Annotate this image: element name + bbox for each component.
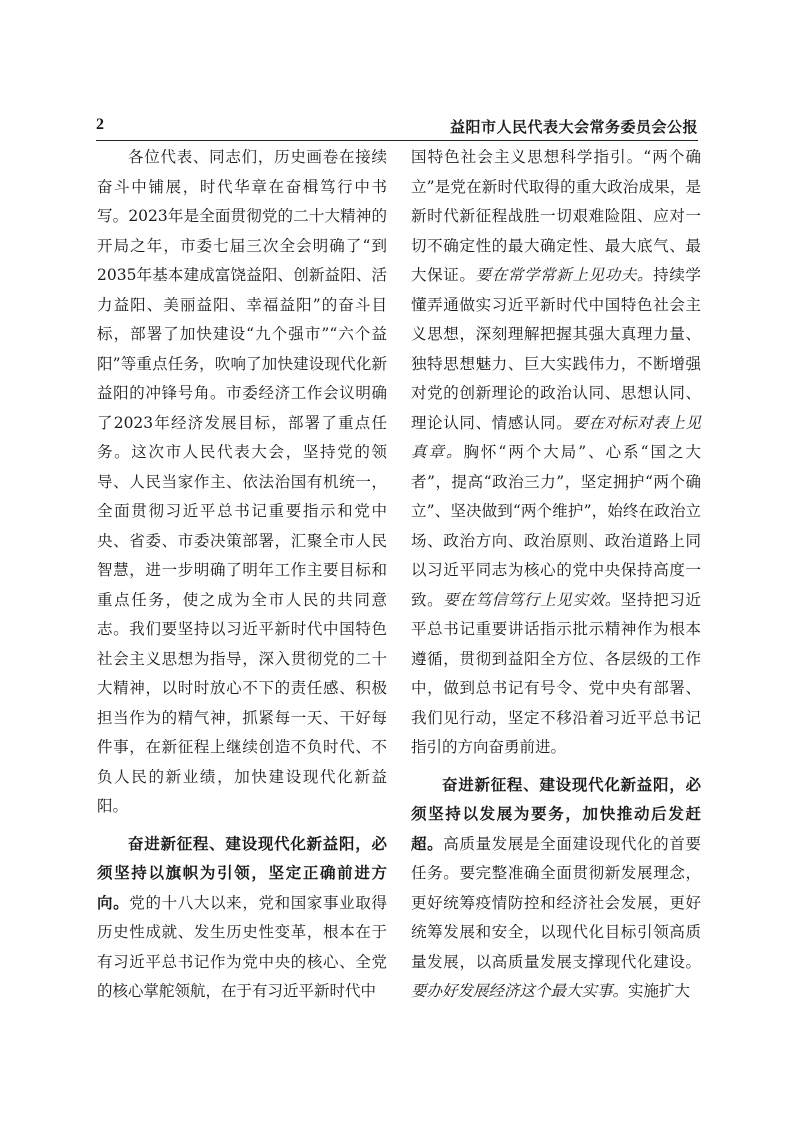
lead-sentence: 奋进新征程、建设现代化新益阳，必须坚持以发展为要务，加快推动后发赶超。 bbox=[411, 775, 701, 853]
emphasis-text: 要在对标对表上见真章。 bbox=[411, 413, 701, 461]
journal-title: 益阳市人民代表大会常务委员会公报 bbox=[449, 118, 698, 136]
lead-sentence: 奋进新征程、建设现代化新益阳，必须坚持以旗帜为引领，坚定正确前进方向。 bbox=[97, 834, 387, 912]
body-text: 高质量发展是全面建设现代化的首要任务。要完整准确全面贯彻新发展理念，更好统筹疫情防控和经济社会发展，更好统筹发展和安全，以现代化目标引领高质量发展，以高质量发展支撑现代化建设。 bbox=[411, 834, 701, 971]
page-number: 2 bbox=[96, 116, 104, 133]
paragraph bbox=[97, 143, 387, 822]
left-column bbox=[97, 143, 387, 1007]
emphasis-text: 要办好发展经济这个最大实事。 bbox=[411, 982, 629, 1000]
body-text: 胸怀“两个大局”、心系“国之大者”，提高“政治三力”，坚定拥护“两个确立”、坚决做到“两个维护”，始终在政治立场、政治方向、政治原则、政治道路上同以习近平同志为核心的党中央保持高度一致。 bbox=[411, 443, 701, 609]
body-text: 持续学懂弄通做实习近平新时代中国特色社会主义思想，深刻理解把握其强大真理力量、独特思想魅力、巨大实践伟力，不断增强对党的创新理论的政治认同、思想认同、理论认同、情感认同。 bbox=[411, 266, 701, 432]
body-text: 党的十八大以来，党和国家事业取得历史性成就、发生历史性变革，根本在于有习近平总书记作为党中央的核心、全党的核心掌舵领航，在于有习近平新时代中 bbox=[97, 893, 387, 1000]
page-header bbox=[96, 114, 698, 141]
paragraph bbox=[97, 830, 387, 1007]
body-text: 实施扩大 bbox=[628, 982, 691, 1000]
body-text: 各位代表、同志们，历史画卷在接续奋斗中铺展，时代华章在奋楫笃行中书写。2023年是全面贯彻党的二十大精神的开局之年，市委七届三次全会明确了“到2035年基本建成富饶益阳、创新益阳、活力益阳、美丽益阳、幸福益阳”的奋斗目标，部署了加快建设“九个强市”“六个益阳”等重点任务，吹响了加快建设现代化新益阳的冲锋号角。市委经济工作会议明确了2023年经济发展目标，部署了重点任务。这次市人民代表大会，坚持党的领导、人民当家作主、依法治国有机统一，全面贯彻习近平总书记重要指示和党中央、省委、市委决策部署，汇聚全市人民智慧，进一步明确了明年工作主要目标和重点任务，使之成为全市人民的共同意志。我们要坚持以习近平新时代中国特色社会主义思想为指导，深入贯彻党的二十大精神，以时时放心不下的责任感、积极担当作为的精气神，抓紧每一天、干好每件事，在新征程上继续创造不负时代、不负人民的新业绩，加快建设现代化新益阳。 bbox=[97, 148, 387, 815]
right-column bbox=[411, 143, 701, 1007]
body-text: 国特色社会主义思想科学指引。“两个确立”是党在新时代取得的重大政治成果，是新时代新征程战胜一切艰难险阻、应对一切不确定性的最大确定性、最大底气、最大保证。 bbox=[411, 148, 701, 284]
body-text: 坚持把习近平总书记重要讲话指示批示精神作为根本遵循，贯彻到益阳全方位、各层级的工作中，做到总书记有号令、党中央有部署、我们见行动，坚定不移沿着习近平总书记指引的方向奋勇前进。 bbox=[411, 590, 701, 756]
emphasis-text: 要在笃信笃行上见实效。 bbox=[443, 590, 621, 609]
paragraph bbox=[411, 771, 701, 1007]
emphasis-text: 要在常学常新上见功夫。 bbox=[475, 266, 654, 284]
paragraph bbox=[411, 143, 701, 763]
